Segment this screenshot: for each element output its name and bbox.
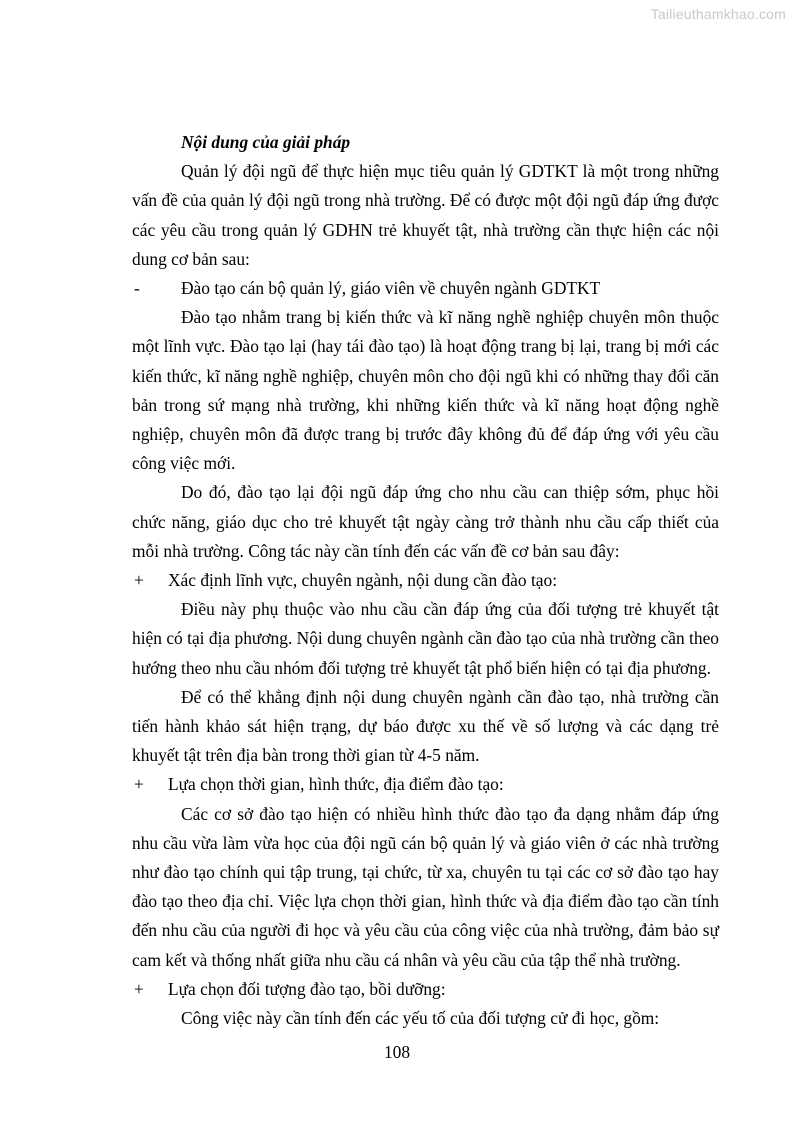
- paragraph-therefore: Do đó, đào tạo lại đội ngũ đáp ứng cho nhu cầu can thiệp sớm, phục hồi chức năng, giáo dục cho trẻ khuyết tật ngày càng trở thành nhu cầu cấp thiết của mỗi nhà trường. Công tác này cần tính đến các vấn đề cơ bản sau đây:: [132, 482, 719, 561]
- plus-bullet: +: [134, 774, 144, 795]
- document-body: [132, 128, 719, 1033]
- plus-list-item-text: Xác định lĩnh vực, chuyên ngành, nội dung cần đào tạo:: [168, 570, 558, 591]
- paragraph-survey: Để có thể khẳng định nội dung chuyên ngành cần đào tạo, nhà trường cần tiến hành khảo sát hiện trạng, dự báo được xu thế về số lượng và các dạng trẻ khuyết tật trên địa bàn trong thời gian từ 4-5 năm.: [132, 686, 719, 766]
- plus-list-item-3: [132, 975, 719, 1004]
- plus-bullet: +: [134, 978, 144, 999]
- paragraph-forms: Các cơ sở đào tạo hiện có nhiều hình thức đào tạo đa dạng nhằm đáp ứng nhu cầu vừa làm vừa học của đội ngũ cán bộ quản lý và giáo viên ở các nhà trường như đào tạo chính qui tập trung, tại chức, từ xa, chuyên tu tại các cơ sở đào tạo hay đào tạo theo địa chỉ. Việc lựa chọn thời gian, hình thức và địa điểm đào tạo cần tính đến nhu cầu của người đi học và yêu cầu của công việc của nhà trường, đảm bảo sự cam kết và thống nhất giữa nhu cầu cá nhân và yêu cầu của tập thể nhà trường.: [132, 803, 719, 970]
- paragraph-selection: Công việc này cần tính đến các yếu tố của đối tượng cử đi học, gồm:: [181, 1008, 660, 1029]
- plus-list-item-1: [132, 566, 719, 595]
- plus-bullet: +: [134, 570, 144, 591]
- paragraph-depends: Điều này phụ thuộc vào nhu cầu cần đáp ứng của đối tượng trẻ khuyết tật hiện có tại địa phương. Nội dung chuyên ngành cần đào tạo của nhà trường cần theo hướng theo nhu cầu nhóm đối tượng trẻ khuyết tật phổ biến hiện có tại địa phương.: [132, 599, 719, 678]
- section-heading: Nội dung của giải pháp: [181, 132, 351, 152]
- dash-list-item-text: Đào tạo cán bộ quản lý, giáo viên về chuyên ngành GDTKT: [181, 278, 601, 299]
- plus-list-item-2: [132, 770, 719, 799]
- plus-list-item-text: Lựa chọn thời gian, hình thức, địa điểm đào tạo:: [168, 774, 504, 795]
- watermark-text: Tailieuthamkhao.com: [650, 6, 786, 22]
- plus-list-item-text: Lựa chọn đối tượng đào tạo, bồi dưỡng:: [168, 978, 446, 999]
- paragraph-training: Đào tạo nhằm trang bị kiến thức và kĩ năng nghề nghiệp chuyên môn thuộc một lĩnh vực. Đào tạo lại (hay tái đào tạo) là hoạt động trang bị lại, trang bị mới các kiến thức, kĩ năng nghề nghiệp, chuyên môn cho đội ngũ khi có những thay đổi căn bản trong sứ mạng nhà trường, khi những kiến thức và kĩ năng hoạt động nghề nghiệp, chuyên môn đã được trang bị trước đây không đủ để đáp ứng với yêu cầu công việc mới.: [132, 307, 719, 474]
- dash-bullet: -: [134, 278, 140, 299]
- page-number: 108: [383, 1042, 411, 1062]
- paragraph-intro: Quản lý đội ngũ để thực hiện mục tiêu quản lý GDTKT là một trong những vấn đề của quản lý đội ngũ trong nhà trường. Để có được một đội ngũ đáp ứng được các yêu cầu trong quản lý GDHN trẻ khuyết tật, nhà trường cần thực hiện các nội dung cơ bản sau:: [132, 161, 719, 269]
- dash-list-item: [132, 274, 719, 303]
